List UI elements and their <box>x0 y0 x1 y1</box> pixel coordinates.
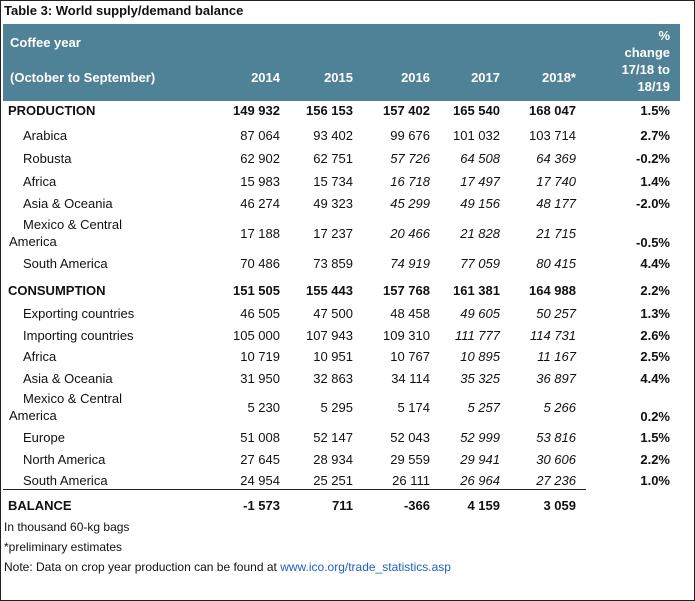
cell-value: 48 458 <box>390 306 430 321</box>
cell-value: 5 257 <box>467 400 500 415</box>
row-label: Arabica <box>23 128 68 143</box>
cell-value: 20 466 <box>390 226 430 241</box>
cell-value: 157 768 <box>383 283 430 298</box>
cell-value: 49 156 <box>460 196 500 211</box>
cell-value: 50 257 <box>536 306 576 321</box>
cell-value: 5 295 <box>320 400 353 415</box>
cell-value: 35 325 <box>460 371 500 386</box>
row-label: Importing countries <box>23 328 134 343</box>
cell-pct-change: 0.2% <box>640 409 670 424</box>
row-label-line: America <box>9 408 57 423</box>
header-year-2018: 2018* <box>542 70 576 85</box>
cell-value: 80 415 <box>536 256 576 271</box>
cell-value: 24 954 <box>240 473 280 488</box>
cell-value: 111 777 <box>454 328 500 343</box>
row-label-line: Mexico & Central <box>23 391 122 406</box>
cell-value: 25 251 <box>313 473 353 488</box>
cell-value: 28 934 <box>313 452 353 467</box>
row-label-line: America <box>9 234 57 249</box>
cell-value: 103 714 <box>529 128 576 143</box>
row-label: Europe <box>23 430 65 445</box>
cell-value: 168 047 <box>529 103 576 118</box>
cell-value: 93 402 <box>313 128 353 143</box>
cell-value: 36 897 <box>536 371 576 386</box>
cell-pct-change: 2.7% <box>640 128 670 143</box>
cell-value: 165 540 <box>453 103 500 118</box>
cell-value: 52 999 <box>460 430 500 445</box>
cell-value: 57 726 <box>390 151 430 166</box>
cell-value: 99 676 <box>390 128 430 143</box>
cell-value: 10 767 <box>390 349 430 364</box>
cell-value: 17 188 <box>240 226 280 241</box>
note-preliminary: *preliminary estimates <box>4 540 123 554</box>
cell-value: 53 816 <box>536 430 576 445</box>
cell-pct-change: -0.2% <box>636 151 670 166</box>
row-label: Africa <box>23 174 57 189</box>
row-label: Asia & Oceania <box>23 371 113 386</box>
balance-rule <box>3 489 586 490</box>
cell-pct-change: 2.2% <box>640 452 670 467</box>
cell-value: 26 964 <box>460 473 500 488</box>
cell-value: 5 266 <box>543 400 576 415</box>
header-pct-line: 17/18 to <box>621 62 670 77</box>
cell-value: 77 059 <box>460 256 500 271</box>
header-pct-line: change <box>624 45 670 60</box>
cell-value: 29 559 <box>390 452 430 467</box>
cell-value: 73 859 <box>313 256 353 271</box>
cell-value: 21 715 <box>536 226 576 241</box>
cell-value: 26 111 <box>392 473 430 488</box>
row-label-line: Mexico & Central <box>23 217 122 232</box>
row-label: North America <box>23 452 106 467</box>
note-units: In thousand 60-kg bags <box>4 520 130 534</box>
cell-value: 711 <box>332 498 353 513</box>
row-label: CONSUMPTION <box>8 283 106 298</box>
cell-value: 17 740 <box>536 174 576 189</box>
header-year-2014: 2014 <box>251 70 280 85</box>
row-label: PRODUCTION <box>8 103 96 118</box>
cell-value: 101 032 <box>453 128 500 143</box>
note-source-text: Note: Data on crop year production can be found at <box>4 560 281 574</box>
cell-value: 62 751 <box>313 151 353 166</box>
cell-pct-change: 1.0% <box>640 473 670 488</box>
cell-value: 27 645 <box>240 452 280 467</box>
cell-pct-change: 2.2% <box>640 283 670 298</box>
cell-pct-change: 1.5% <box>640 103 670 118</box>
header-pct-line: % <box>658 28 670 43</box>
cell-value: 17 497 <box>460 174 500 189</box>
cell-value: 46 505 <box>240 306 280 321</box>
table-header <box>3 24 680 101</box>
row-label: South America <box>23 473 108 488</box>
cell-pct-change: 2.5% <box>640 349 670 364</box>
cell-value: 10 719 <box>240 349 280 364</box>
cell-value: 29 941 <box>460 452 500 467</box>
header-coffee-year: Coffee year <box>10 35 81 50</box>
cell-value: 70 486 <box>240 256 280 271</box>
cell-value: 151 505 <box>233 283 280 298</box>
cell-value: 34 114 <box>391 371 430 386</box>
header-year-2017: 2017 <box>471 70 500 85</box>
note-source <box>4 560 451 574</box>
header-pct-change <box>590 27 670 95</box>
cell-pct-change: 1.4% <box>640 174 670 189</box>
cell-value: 105 000 <box>233 328 280 343</box>
row-label: Exporting countries <box>23 306 135 321</box>
cell-value: 15 983 <box>240 174 280 189</box>
cell-value: 11 167 <box>537 349 576 364</box>
header-pct-line: 18/19 <box>637 79 670 94</box>
cell-value: 5 230 <box>247 400 280 415</box>
cell-value: 45 299 <box>390 196 430 211</box>
cell-value: 15 734 <box>313 174 353 189</box>
cell-value: 51 008 <box>240 430 280 445</box>
cell-value: 3 059 <box>543 498 576 513</box>
row-label: Africa <box>23 349 57 364</box>
header-period: (October to September) <box>10 70 156 85</box>
cell-value: 107 943 <box>306 328 353 343</box>
header-year-2016: 2016 <box>401 70 430 85</box>
cell-value: 164 988 <box>529 283 576 298</box>
cell-value: 46 274 <box>240 196 280 211</box>
cell-value: 31 950 <box>240 371 280 386</box>
cell-value: 10 951 <box>313 349 353 364</box>
cell-value: 5 174 <box>397 400 430 415</box>
cell-value: 4 159 <box>467 498 500 513</box>
cell-value: 52 147 <box>313 430 353 445</box>
cell-value: 49 605 <box>460 306 500 321</box>
cell-value: 17 237 <box>313 226 353 241</box>
cell-value: 74 919 <box>390 256 430 271</box>
table-title: Table 3: World supply/demand balance <box>4 3 244 18</box>
cell-value: 27 236 <box>536 473 576 488</box>
row-label: Asia & Oceania <box>23 196 113 211</box>
row-label: BALANCE <box>8 498 72 513</box>
cell-pct-change: 4.4% <box>640 371 670 386</box>
cell-pct-change: 2.6% <box>640 328 670 343</box>
trade-statistics-link[interactable]: www.ico.org/trade_statistics.asp <box>280 560 451 574</box>
cell-value: 87 064 <box>240 128 280 143</box>
cell-value: -366 <box>403 498 430 513</box>
cell-value: 10 895 <box>460 349 500 364</box>
row-label: Robusta <box>23 151 72 166</box>
cell-value: 149 932 <box>233 103 280 118</box>
cell-value: 47 500 <box>313 306 353 321</box>
row-label: South America <box>23 256 108 271</box>
cell-value: 16 718 <box>390 174 430 189</box>
header-year-2015: 2015 <box>324 70 353 85</box>
cell-value: 62 902 <box>240 151 280 166</box>
cell-value: 64 508 <box>460 151 500 166</box>
cell-pct-change: 1.3% <box>640 306 670 321</box>
cell-value: 155 443 <box>306 283 353 298</box>
cell-value: -1 573 <box>243 498 280 513</box>
cell-value: 32 863 <box>313 371 353 386</box>
cell-value: 30 606 <box>536 452 576 467</box>
cell-value: 52 043 <box>390 430 430 445</box>
cell-value: 48 177 <box>536 196 576 211</box>
cell-value: 109 310 <box>383 328 430 343</box>
cell-pct-change: -2.0% <box>636 196 670 211</box>
cell-value: 156 153 <box>306 103 353 118</box>
cell-value: 157 402 <box>383 103 430 118</box>
cell-pct-change: 4.4% <box>640 256 670 271</box>
cell-value: 161 381 <box>453 283 500 298</box>
cell-value: 114 731 <box>529 328 576 343</box>
cell-value: 21 828 <box>460 226 500 241</box>
cell-value: 49 323 <box>313 196 353 211</box>
cell-pct-change: -0.5% <box>636 235 670 250</box>
cell-pct-change: 1.5% <box>640 430 670 445</box>
cell-value: 64 369 <box>536 151 576 166</box>
